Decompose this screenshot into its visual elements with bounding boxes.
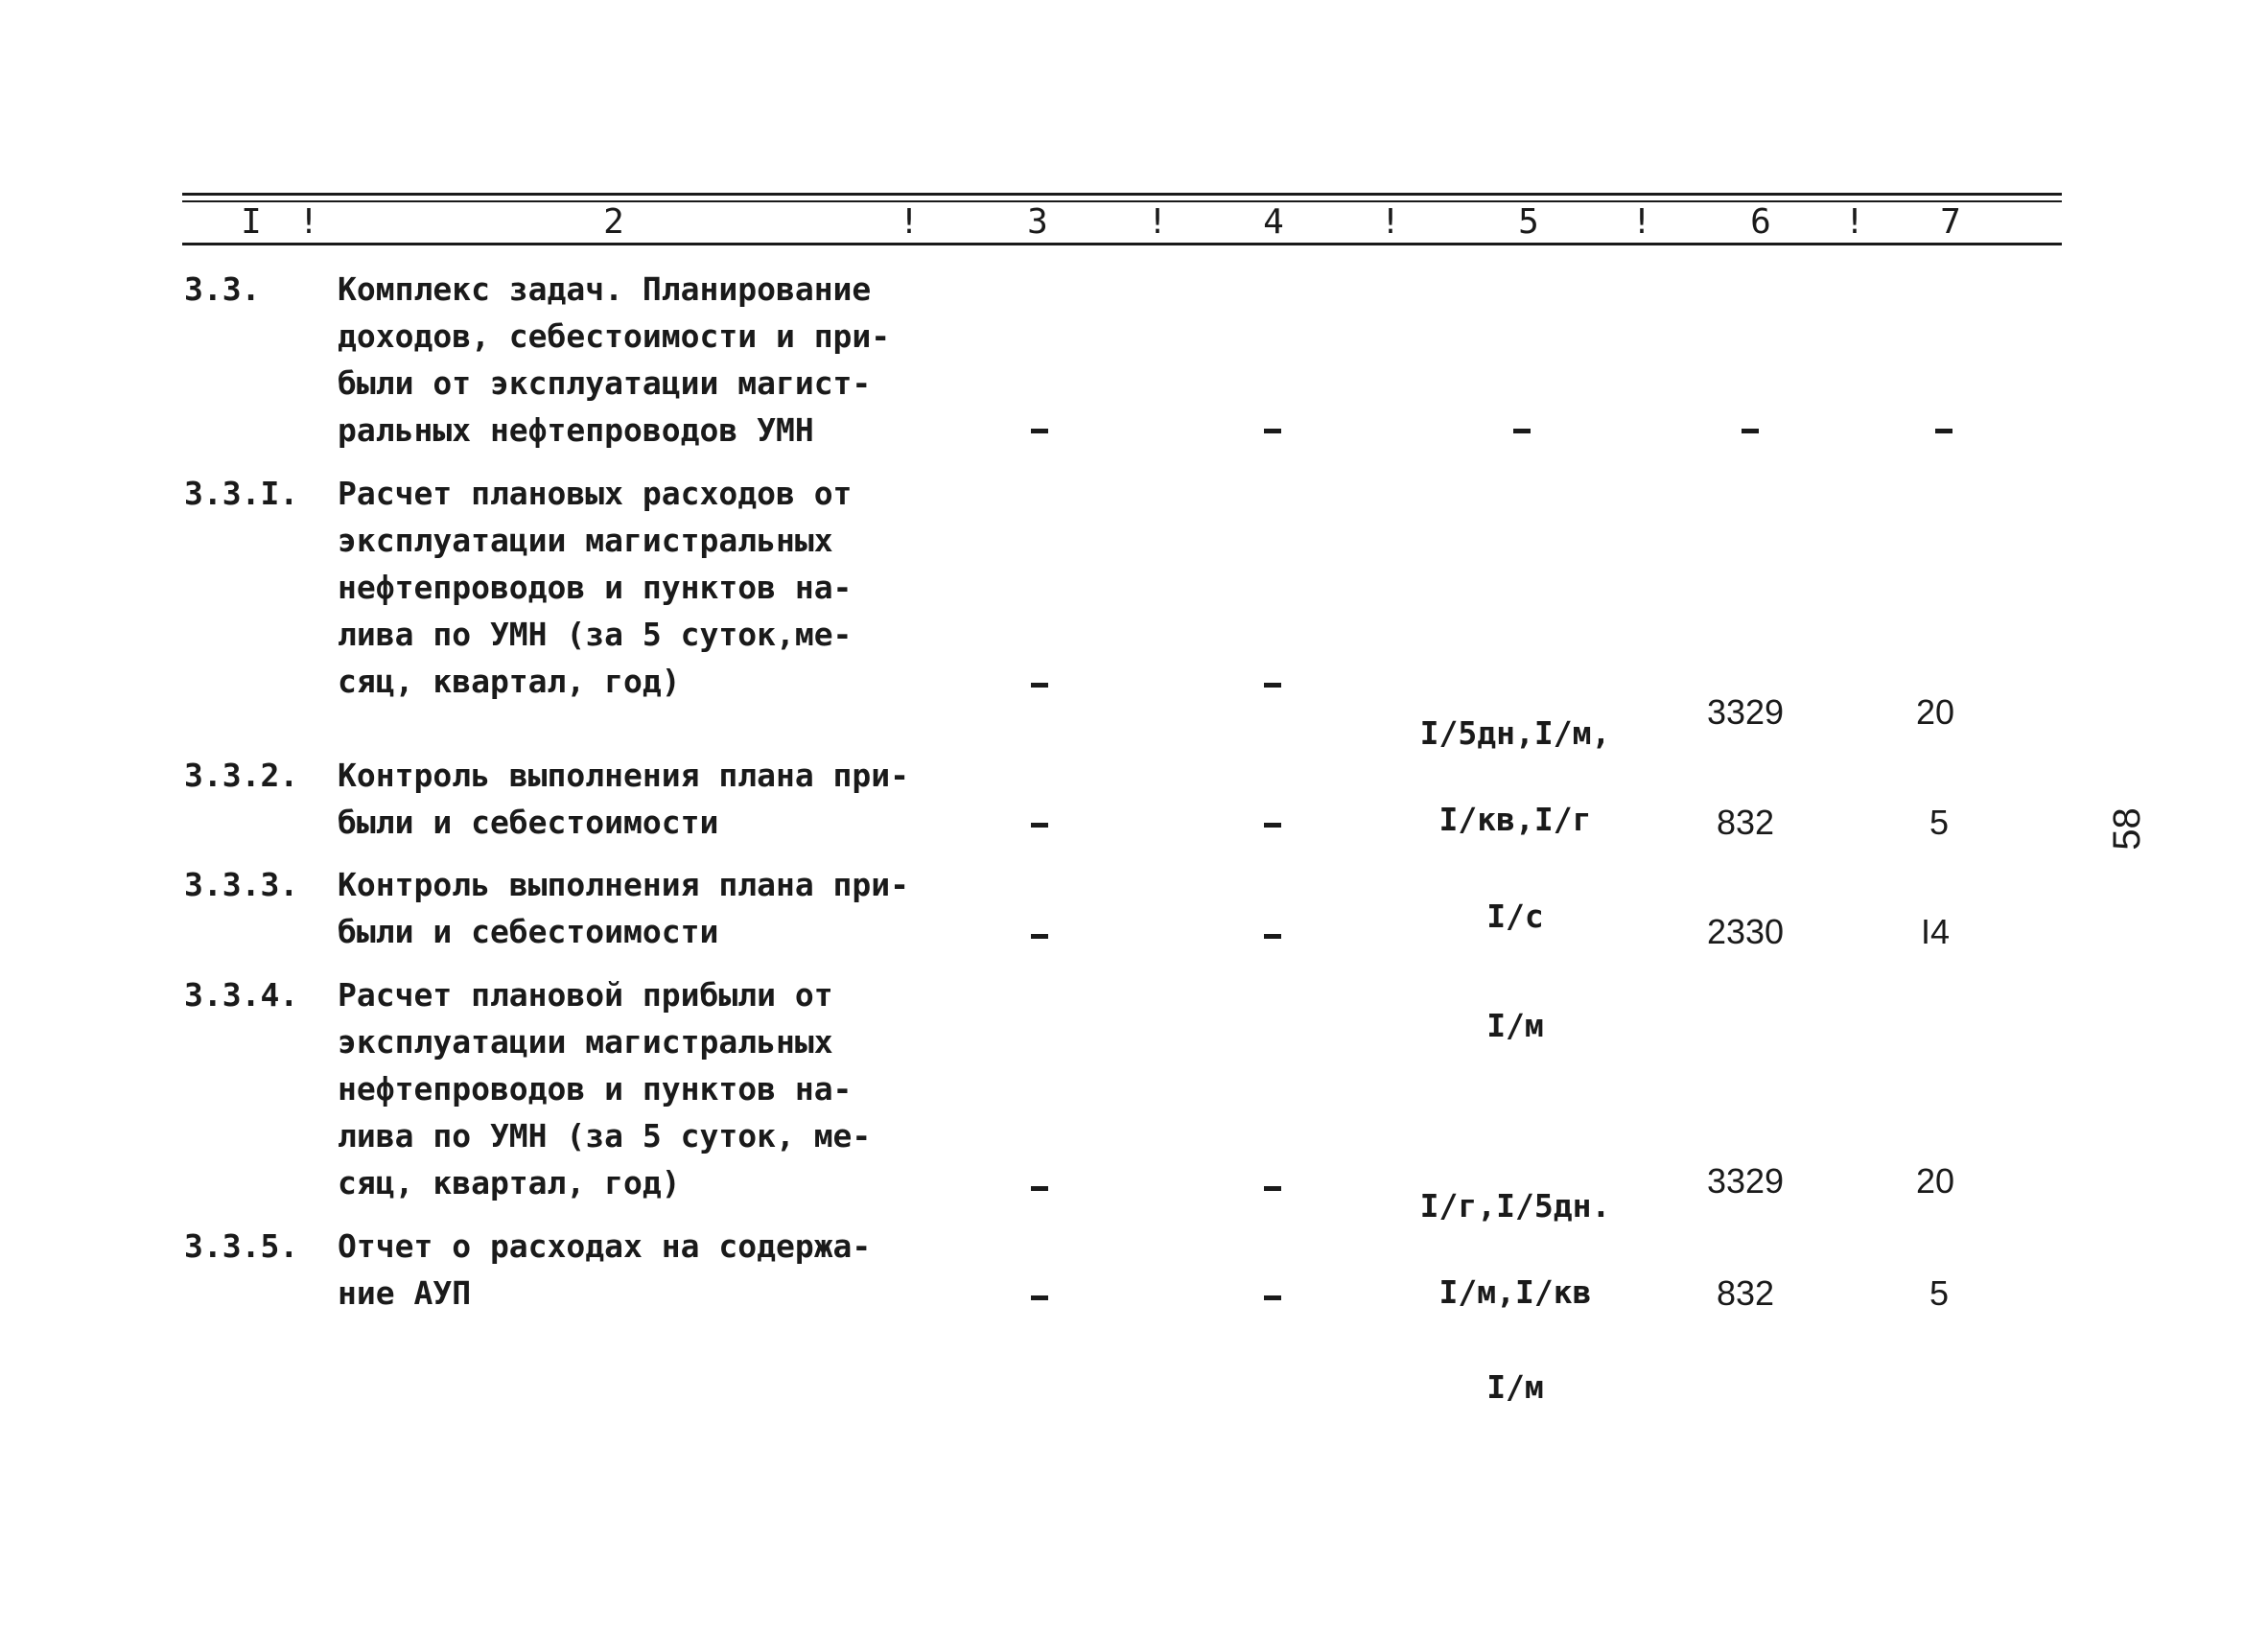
header-bottom-rule <box>182 243 2062 245</box>
row-number: 3.3.3. <box>184 866 299 903</box>
dash-col4 <box>1264 1295 1281 1300</box>
row-description <box>338 971 932 1206</box>
col-header-2: 2 <box>603 202 624 242</box>
value-col6: 2330 <box>1706 912 1785 951</box>
value-col6: 3329 <box>1706 1161 1785 1201</box>
frequency-cell <box>1458 1270 1572 1505</box>
description-line: ние АУП <box>338 1274 472 1312</box>
description-line: Комплекс задач. Планирование <box>338 270 872 308</box>
value-col6: 3329 <box>1706 692 1785 732</box>
description-line: сяц, квартал, год) <box>338 1164 681 1201</box>
description-line: нефтепроводов и пунктов на- <box>338 1070 853 1108</box>
value-col7: 20 <box>1915 692 1955 732</box>
table-top-rule <box>182 193 2062 196</box>
row-description <box>338 266 932 454</box>
dash-col3 <box>1031 1186 1048 1191</box>
dash-col7 <box>1935 429 1952 433</box>
frequency-line: I/м <box>1486 1007 1544 1044</box>
col-header-4: 4 <box>1263 202 1284 242</box>
frequency-cell <box>1458 908 1572 1143</box>
row-description <box>338 752 932 846</box>
frequency-line: I/м <box>1486 1368 1544 1406</box>
value-col6: 832 <box>1716 803 1775 842</box>
col-header-3: 3 <box>1027 202 1048 242</box>
value-col7: 5 <box>1929 803 1950 842</box>
dash-col4 <box>1264 1186 1281 1191</box>
value-col7: I4 <box>1920 912 1951 951</box>
row-description <box>338 470 932 705</box>
col-header-1: I <box>241 202 262 242</box>
col-separator: ! <box>1147 202 1168 242</box>
frequency-line: I/г,I/5дн. <box>1419 1187 1611 1225</box>
row-number: 3.3.4. <box>184 976 299 1014</box>
frequency-line: I/5дн,I/м, <box>1419 714 1611 752</box>
col-separator: ! <box>1380 202 1401 242</box>
row-description <box>338 1223 932 1317</box>
dash-col4 <box>1264 683 1281 688</box>
col-separator: ! <box>1844 202 1865 242</box>
col-separator: ! <box>298 202 319 242</box>
col-separator: ! <box>899 202 920 242</box>
description-line: лива по УМН (за 5 суток, ме- <box>338 1117 872 1155</box>
description-line: Расчет плановых расходов от <box>338 475 853 512</box>
frequency-line: I/м,I/кв <box>1438 1273 1592 1311</box>
dash-col4 <box>1264 934 1281 939</box>
col-header-6: 6 <box>1750 202 1771 242</box>
col-header-7: 7 <box>1940 202 1961 242</box>
frequency-line: I/c <box>1486 898 1544 935</box>
frequency-line: I/кв,I/г <box>1438 801 1592 838</box>
description-line: ральных нефтепроводов УМН <box>338 411 814 449</box>
dash-col3 <box>1031 429 1048 433</box>
description-line: эксплуатации магистральных <box>338 522 833 559</box>
row-number: 3.3.2. <box>184 757 299 794</box>
description-line: нефтепроводов и пунктов на- <box>338 569 853 606</box>
description-line: доходов, себестоимости и при- <box>338 317 891 355</box>
value-col6: 832 <box>1716 1273 1775 1313</box>
dash-col5 <box>1513 429 1531 433</box>
description-line: Контроль выполнения плана при- <box>338 757 910 794</box>
dash-col3 <box>1031 934 1048 939</box>
dash-col4 <box>1264 823 1281 828</box>
dash-col3 <box>1031 823 1048 828</box>
description-line: были и себестоимости <box>338 913 719 950</box>
description-line: были от эксплуатации магист- <box>338 364 872 402</box>
description-line: Контроль выполнения плана при- <box>338 866 910 903</box>
table-top-rule-double <box>182 200 2062 202</box>
description-line: Отчет о расходах на содержа- <box>338 1227 872 1265</box>
col-separator: ! <box>1631 202 1652 242</box>
row-description <box>338 861 932 955</box>
description-line: были и себестоимости <box>338 804 719 841</box>
col-header-5: 5 <box>1518 202 1539 242</box>
value-col7: 5 <box>1929 1273 1950 1313</box>
row-number: 3.3.I. <box>184 475 299 512</box>
dash-col3 <box>1031 1295 1048 1300</box>
value-col7: 20 <box>1915 1161 1955 1201</box>
row-number: 3.3. <box>184 270 261 308</box>
dash-col3 <box>1031 683 1048 688</box>
dash-col6 <box>1742 429 1759 433</box>
description-line: лива по УМН (за 5 суток,ме- <box>338 616 853 653</box>
dash-col4 <box>1264 429 1281 433</box>
description-line: эксплуатации магистральных <box>338 1023 833 1061</box>
page-number: 58 <box>2105 807 2148 851</box>
description-line: Расчет плановой прибыли от <box>338 976 833 1014</box>
description-line: сяц, квартал, год) <box>338 663 681 700</box>
row-number: 3.3.5. <box>184 1227 299 1265</box>
